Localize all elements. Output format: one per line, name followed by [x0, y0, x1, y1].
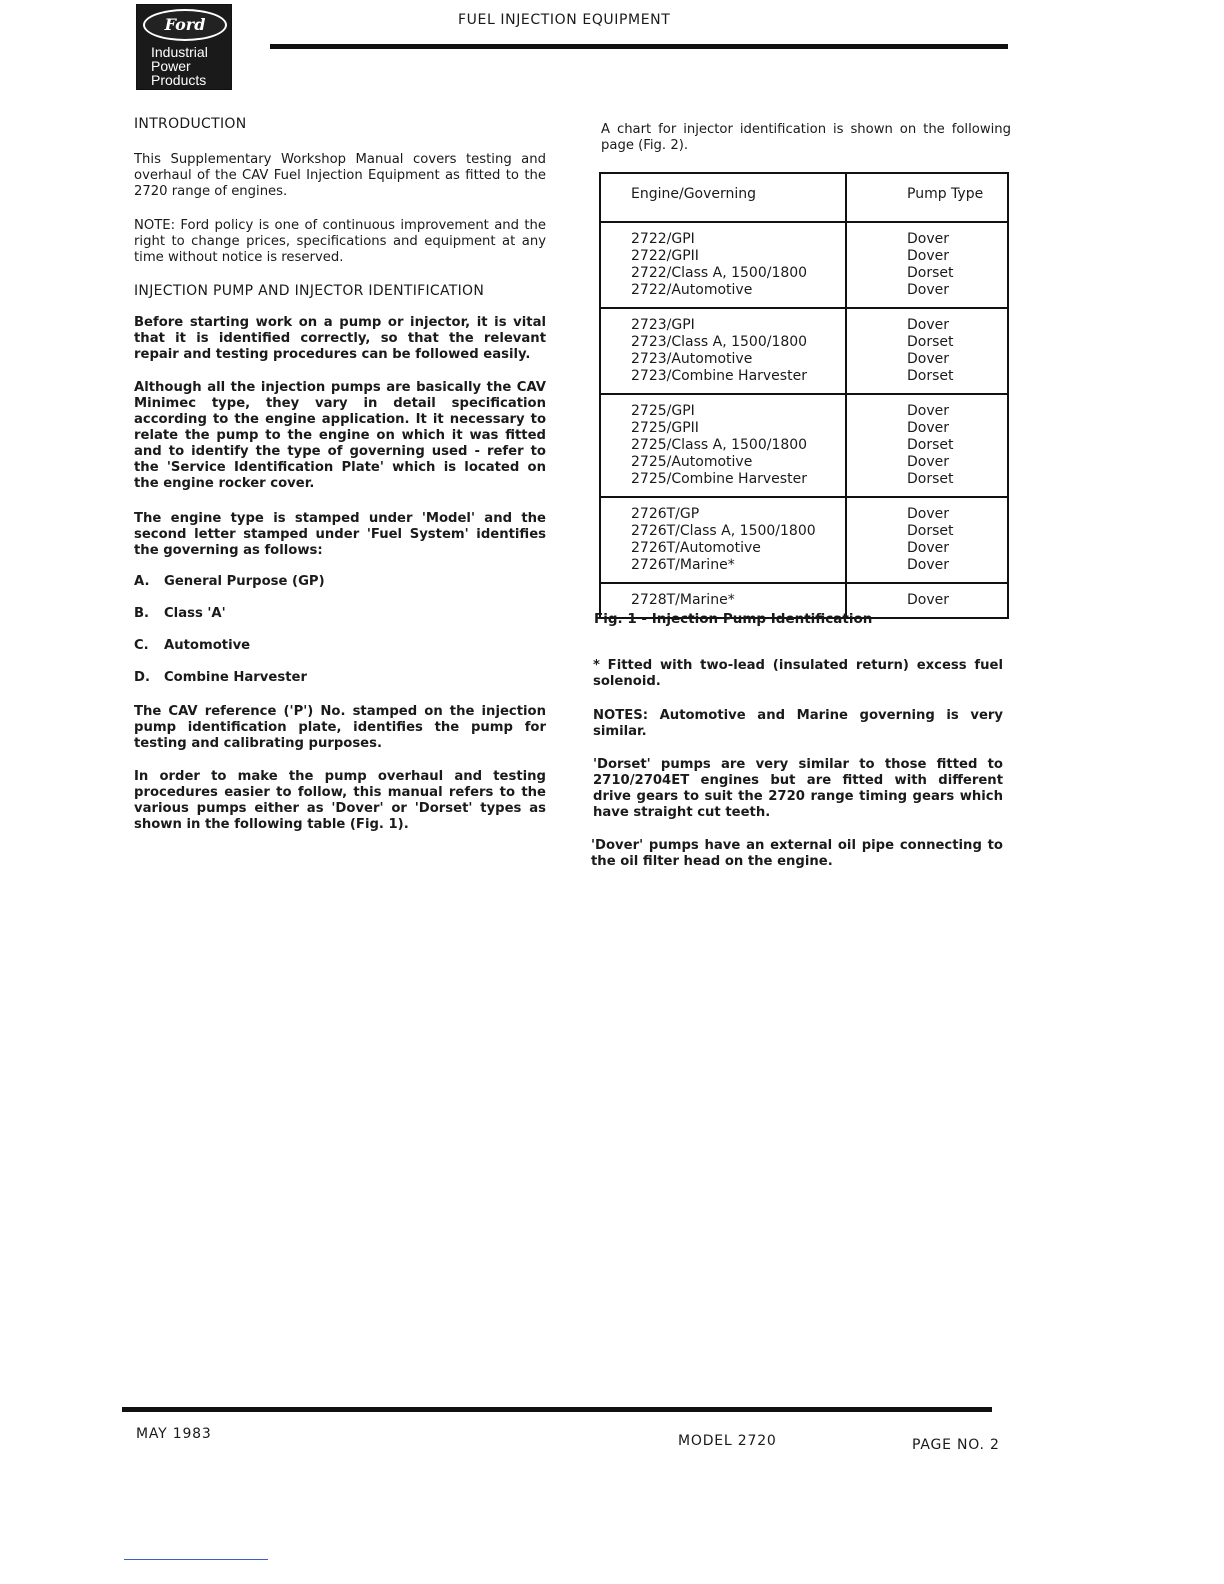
cav-reference-paragraph: The CAV reference ('P') No. stamped on the injection pump identification plate, identifies the pump for testing and calibrating purposes. — [134, 704, 546, 751]
engine-cell: 2726T/GP 2726T/Class A, 1500/1800 2726T/Automotive 2726T/Marine* — [600, 497, 846, 583]
dorset-notes-paragraph: 'Dorset' pumps are very similar to those fitted to 2710/2704ET engines but are fitted with different drive gears to suit the 2720 range timing gears which have straight cut teeth. — [593, 757, 1003, 820]
pump-type-cell: Dover — [846, 583, 1008, 618]
list-letter: C. — [134, 638, 149, 653]
notes-paragraph: NOTES: Automotive and Marine governing is very similar. — [593, 708, 1003, 739]
table-row — [600, 222, 1008, 308]
intro-paragraph: This Supplementary Workshop Manual covers testing and overhaul of the CAV Fuel Injection Equipment as fitted to the 2720 range of engines. — [134, 152, 546, 199]
footnote-paragraph: * Fitted with two-lead (insulated return) excess fuel solenoid. — [593, 658, 1003, 689]
list-text: Class 'A' — [164, 606, 226, 621]
list-letter: D. — [134, 670, 150, 685]
logo-line: Power — [151, 58, 191, 74]
pump-type-cell: Dover Dover Dorset Dover Dorset — [846, 394, 1008, 497]
table-row — [600, 497, 1008, 583]
identification-paragraph-1: Before starting work on a pump or injector, it is vital that it is identified correctly, so that the relevant repair and testing procedures can be followed easily. — [134, 315, 546, 362]
pump-identification-table — [599, 172, 1009, 619]
footer-page-number: PAGE NO. 2 — [912, 1437, 1000, 1453]
table-reference-paragraph: In order to make the pump overhaul and testing procedures easier to follow, this manual refers to the various pumps either as 'Dover' or 'Dorset' types as shown in the following table (Fig. 1). — [134, 769, 546, 832]
pump-type-cell: Dover Dorset Dover Dorset — [846, 308, 1008, 394]
logo-line: Industrial — [151, 44, 208, 60]
list-text: Automotive — [164, 638, 251, 653]
pump-type-cell: Dover Dover Dorset Dover — [846, 222, 1008, 308]
header-divider — [270, 44, 1008, 49]
engine-cell: 2723/GPI 2723/Class A, 1500/1800 2723/Automotive 2723/Combine Harvester — [600, 308, 846, 394]
footer-divider — [122, 1407, 992, 1412]
governing-list-item — [134, 638, 546, 654]
list-text: Combine Harvester — [164, 670, 307, 685]
note-paragraph: NOTE: Ford policy is one of continuous improvement and the right to change prices, specifications and equipment at any time without notice is reserved. — [134, 218, 546, 265]
table-caption: Fig. 1 - Injection Pump Identification — [594, 611, 873, 627]
ford-logo — [136, 4, 232, 90]
engine-cell: 2725/GPI 2725/GPII 2725/Class A, 1500/1800 2725/Automotive 2725/Combine Harvester — [600, 394, 846, 497]
bottom-link-line — [124, 1559, 268, 1560]
table-header-row — [600, 173, 1008, 222]
footer-date: MAY 1983 — [136, 1426, 212, 1442]
introduction-heading: INTRODUCTION — [134, 116, 247, 132]
governing-list-item — [134, 670, 546, 686]
chart-reference-paragraph: A chart for injector identification is shown on the following page (Fig. 2). — [601, 122, 1011, 153]
footer-model: MODEL 2720 — [678, 1433, 777, 1449]
engine-cell: 2728T/Marine* — [600, 583, 846, 618]
identification-paragraph-2: Although all the injection pumps are basically the CAV Minimec type, they vary in detail specification according to the engine application. It it necessary to relate the pump to the engine on which it was fitted and to identify the type of governing used - refer to the 'Service Identification Plate' which is located on the engine rocker cover. — [134, 380, 546, 491]
logo-line: Products — [151, 72, 207, 88]
governing-list-item — [134, 574, 546, 590]
identification-heading: INJECTION PUMP AND INJECTOR IDENTIFICATION — [134, 283, 485, 299]
dover-notes-paragraph: 'Dover' pumps have an external oil pipe connecting to the oil filter head on the engine. — [591, 838, 1003, 869]
column-header-engine: Engine/Governing — [600, 173, 846, 222]
list-text: General Purpose (GP) — [164, 574, 325, 589]
column-header-pump-type: Pump Type — [846, 173, 1008, 222]
table-row — [600, 394, 1008, 497]
list-letter: B. — [134, 606, 150, 621]
logo-division-text — [151, 45, 208, 87]
pump-type-cell: Dover Dorset Dover Dover — [846, 497, 1008, 583]
list-letter: A. — [134, 574, 150, 589]
identification-paragraph-3: The engine type is stamped under 'Model' and the second letter stamped under 'Fuel System' identifies the governing as follows: — [134, 511, 546, 558]
governing-list-item — [134, 606, 546, 622]
table-row — [600, 308, 1008, 394]
ford-oval-logo: Ford — [143, 9, 227, 41]
engine-cell: 2722/GPI 2722/GPII 2722/Class A, 1500/1800 2722/Automotive — [600, 222, 846, 308]
page-header-title: FUEL INJECTION EQUIPMENT — [458, 12, 671, 28]
